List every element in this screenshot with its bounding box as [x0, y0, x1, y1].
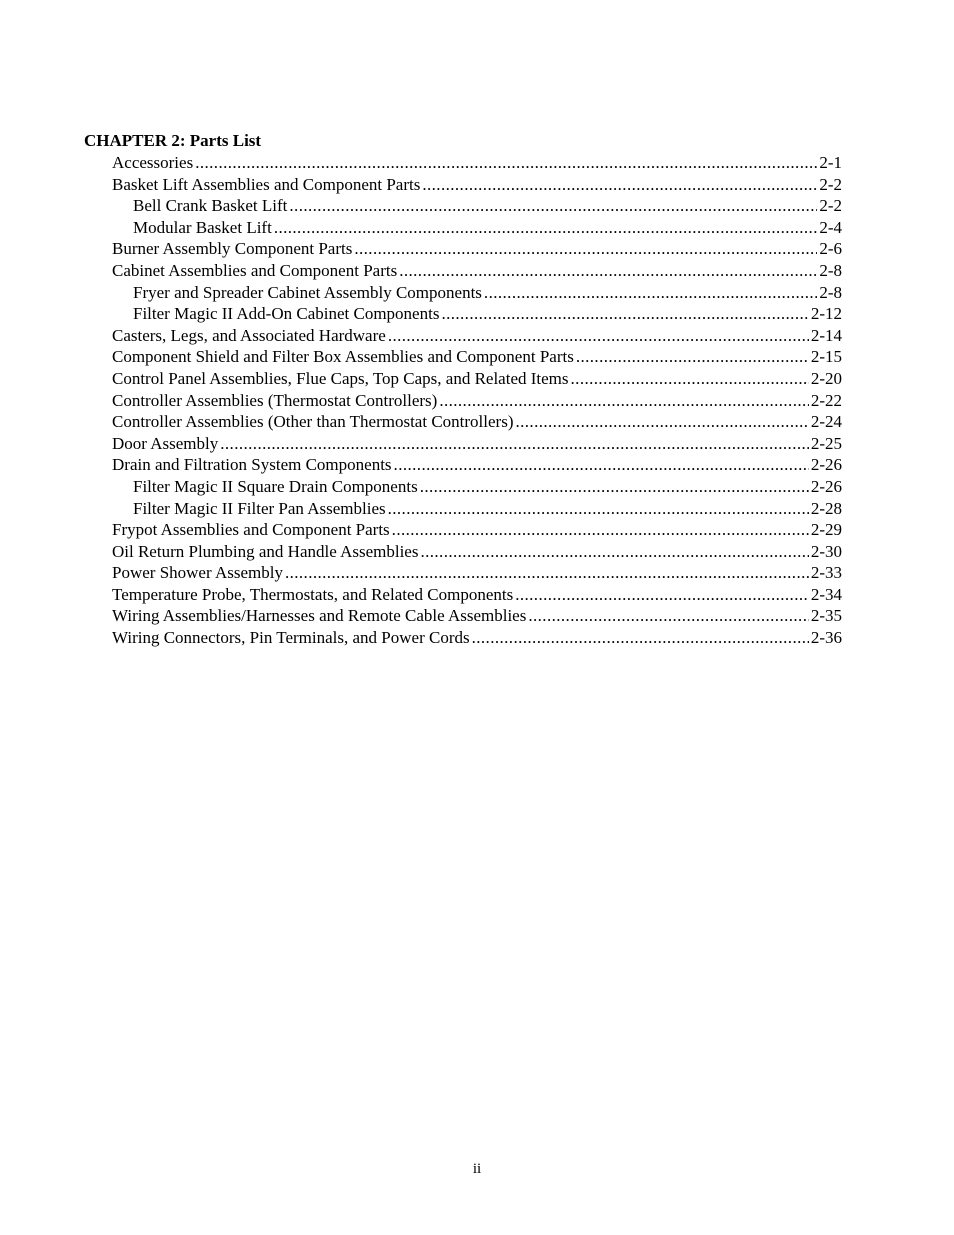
toc-dot-leader [394, 454, 809, 476]
toc-entry-label: Bell Crank Basket Lift [133, 196, 288, 216]
toc-dot-leader [399, 260, 817, 282]
toc-entry-label: Power Shower Assembly [112, 563, 283, 583]
toc-dot-leader [220, 433, 809, 455]
toc-entry-page-number: 2-2 [819, 196, 842, 216]
toc-entry-page-number: 2-6 [819, 239, 842, 259]
toc-entry-page-number: 2-22 [810, 390, 842, 410]
toc-dot-leader [388, 498, 809, 520]
toc-dot-leader [195, 152, 817, 174]
toc-entry-label: Drain and Filtration System Components [112, 455, 392, 475]
toc-entry-page-number: 2-25 [810, 433, 842, 453]
toc-entry[interactable] [84, 584, 842, 606]
page-number: ii [472, 1161, 482, 1177]
toc-entry[interactable] [84, 627, 842, 649]
toc-entry-label: Casters, Legs, and Associated Hardware [112, 325, 386, 345]
toc-entry-page-number: 2-8 [819, 282, 842, 302]
toc-entry[interactable] [84, 498, 842, 520]
toc-entry[interactable] [84, 152, 842, 174]
toc-entry-page-number: 2-1 [819, 153, 842, 172]
toc-dot-leader [515, 411, 808, 433]
toc-dot-leader [439, 390, 809, 412]
toc-entry-label: Basket Lift Assemblies and Component Parts [112, 174, 421, 194]
toc-entry[interactable] [84, 325, 842, 347]
toc-entry-label: Controller Assemblies (Other than Thermostat Controllers) [112, 412, 514, 432]
toc-entry[interactable] [84, 346, 842, 368]
toc-entry[interactable] [84, 433, 842, 455]
toc-entry-page-number: 2-26 [810, 455, 842, 475]
toc-entry-label: Filter Magic II Square Drain Components [133, 476, 418, 496]
toc-dot-leader [571, 368, 809, 390]
toc-entry-page-number: 2-8 [819, 260, 842, 280]
toc-entry-label: Cabinet Assemblies and Component Parts [112, 260, 398, 280]
toc-entry[interactable] [84, 368, 842, 390]
toc-dot-leader [285, 562, 809, 584]
chapter-title: CHAPTER 2: Parts List [84, 131, 262, 150]
toc-entry-label: Wiring Assemblies/Harnesses and Remote Cable Assemblies [112, 606, 527, 626]
toc-entry-page-number: 2-4 [819, 217, 842, 237]
toc-entry-page-number: 2-15 [810, 347, 842, 367]
toc-dot-leader [528, 605, 808, 627]
toc-entry-label: Component Shield and Filter Box Assemblies and Component Parts [112, 347, 574, 367]
toc-entry[interactable] [84, 238, 842, 260]
toc-dot-leader [354, 238, 817, 260]
toc-entry-label: Fryer and Spreader Cabinet Assembly Components [133, 282, 482, 302]
toc-entry-label: Temperature Probe, Thermostats, and Related Components [112, 584, 514, 604]
toc-dot-leader [515, 584, 809, 606]
toc-dot-leader [274, 217, 818, 239]
toc-entry-label: Burner Assembly Component Parts [112, 239, 353, 259]
toc-entry-label: Controller Assemblies (Thermostat Controllers) [112, 390, 438, 410]
toc-dot-leader [576, 346, 809, 368]
toc-entry[interactable] [84, 476, 842, 498]
toc-entry-page-number: 2-34 [810, 584, 842, 604]
toc-entry-page-number: 2-36 [810, 628, 842, 648]
toc-entry-label: Modular Basket Lift [133, 217, 272, 237]
toc-entry-label: Filter Magic II Filter Pan Assemblies [133, 498, 386, 518]
toc-entry[interactable] [84, 282, 842, 304]
toc-entry[interactable] [84, 217, 842, 239]
toc-entry[interactable] [84, 519, 842, 541]
toc-entry[interactable] [84, 454, 842, 476]
toc-entry[interactable] [84, 303, 842, 325]
toc-entry[interactable] [84, 174, 842, 196]
toc-entry-label: Frypot Assemblies and Component Parts [112, 520, 390, 540]
toc-entry-page-number: 2-28 [810, 498, 842, 518]
table-of-contents [84, 130, 842, 649]
toc-entry-page-number: 2-29 [810, 520, 842, 540]
toc-entry-page-number: 2-2 [819, 174, 842, 194]
toc-entry-page-number: 2-33 [810, 563, 842, 583]
toc-entry-page-number: 2-20 [810, 368, 842, 388]
toc-entry-label: Accessories [112, 153, 194, 172]
toc-dot-leader [441, 303, 808, 325]
toc-entry-label: Door Assembly [112, 433, 219, 453]
toc-entry-label: Filter Magic II Add-On Cabinet Components [133, 304, 440, 324]
toc-dot-leader [484, 282, 817, 304]
toc-entry-page-number: 2-12 [810, 304, 842, 324]
toc-dot-leader [472, 627, 809, 649]
toc-dot-leader [392, 519, 809, 541]
toc-entry-page-number: 2-35 [810, 606, 842, 626]
toc-dot-leader [422, 174, 817, 196]
toc-dot-leader [388, 325, 809, 347]
toc-entry[interactable] [84, 260, 842, 282]
toc-entry-page-number: 2-14 [810, 325, 842, 345]
toc-entry[interactable] [84, 562, 842, 584]
toc-entry[interactable] [84, 605, 842, 627]
toc-entry-page-number: 2-26 [810, 476, 842, 496]
toc-entry[interactable] [84, 411, 842, 433]
toc-entry-label: Wiring Connectors, Pin Terminals, and Power Cords [112, 628, 470, 648]
toc-dot-leader [420, 541, 808, 563]
toc-entry[interactable] [84, 390, 842, 412]
toc-entry-page-number: 2-30 [810, 541, 842, 561]
toc-dot-leader [289, 195, 817, 217]
toc-entry-page-number: 2-24 [810, 412, 842, 432]
toc-entry-label: Oil Return Plumbing and Handle Assemblies [112, 541, 419, 561]
toc-entry[interactable] [84, 541, 842, 563]
toc-entry-label: Control Panel Assemblies, Flue Caps, Top Caps, and Related Items [112, 368, 569, 388]
toc-dot-leader [420, 476, 809, 498]
toc-entry[interactable] [84, 195, 842, 217]
toc-entry-list [84, 152, 842, 649]
